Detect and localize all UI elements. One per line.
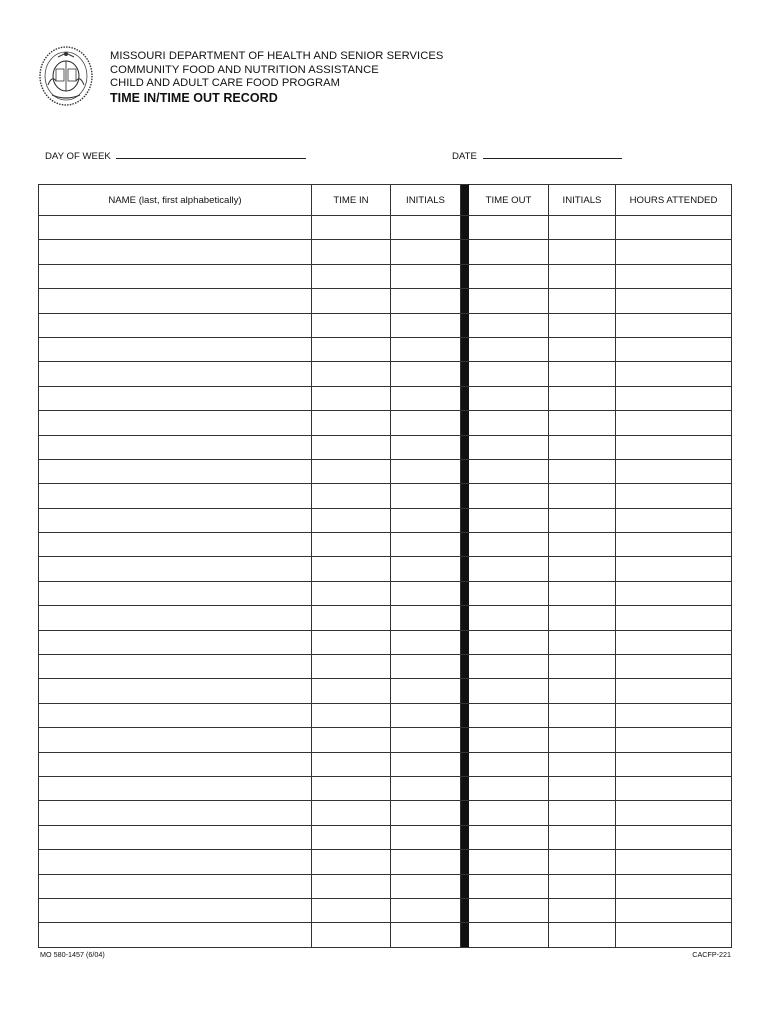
name-cell[interactable] bbox=[39, 484, 312, 508]
hours-attended-cell[interactable] bbox=[616, 898, 732, 922]
form-number: MO 580-1457 (6/04) bbox=[40, 950, 105, 959]
name-cell[interactable] bbox=[39, 703, 312, 727]
time-out-cell[interactable] bbox=[469, 801, 549, 825]
time-out-cell[interactable] bbox=[469, 411, 549, 435]
name-cell[interactable] bbox=[39, 801, 312, 825]
time-in-cell[interactable] bbox=[312, 459, 391, 483]
table-row bbox=[39, 825, 732, 849]
initials-in-cell[interactable] bbox=[391, 679, 461, 703]
name-cell[interactable] bbox=[39, 630, 312, 654]
time-out-cell[interactable] bbox=[469, 362, 549, 386]
name-cell[interactable] bbox=[39, 874, 312, 898]
initials-in-cell[interactable] bbox=[391, 386, 461, 410]
name-cell[interactable] bbox=[39, 776, 312, 800]
initials-in-cell[interactable] bbox=[391, 728, 461, 752]
column-header-initials-out: INITIALS bbox=[549, 185, 616, 216]
initials-out-cell[interactable] bbox=[549, 289, 616, 313]
initials-in-cell[interactable] bbox=[391, 606, 461, 630]
time-out-cell[interactable] bbox=[469, 923, 549, 947]
name-cell[interactable] bbox=[39, 850, 312, 874]
hours-attended-cell[interactable] bbox=[616, 216, 732, 240]
date-blank[interactable] bbox=[483, 149, 622, 159]
initials-out-cell[interactable] bbox=[549, 337, 616, 361]
initials-out-cell[interactable] bbox=[549, 411, 616, 435]
divider-cell bbox=[461, 679, 469, 703]
time-in-cell[interactable] bbox=[312, 801, 391, 825]
divider-cell bbox=[461, 264, 469, 288]
column-header-hours-attended: HOURS ATTENDED bbox=[616, 185, 732, 216]
time-in-cell[interactable] bbox=[312, 655, 391, 679]
time-out-cell[interactable] bbox=[469, 898, 549, 922]
name-cell[interactable] bbox=[39, 508, 312, 532]
initials-out-cell[interactable] bbox=[549, 898, 616, 922]
table-row bbox=[39, 752, 732, 776]
table-row bbox=[39, 411, 732, 435]
name-cell[interactable] bbox=[39, 679, 312, 703]
column-header-initials-in: INITIALS bbox=[391, 185, 461, 216]
hours-attended-cell[interactable] bbox=[616, 776, 732, 800]
hours-attended-cell[interactable] bbox=[616, 825, 732, 849]
divider-cell bbox=[461, 411, 469, 435]
day-of-week-field bbox=[45, 149, 306, 162]
table-row bbox=[39, 898, 732, 922]
initials-out-cell[interactable] bbox=[549, 484, 616, 508]
divider-cell bbox=[461, 825, 469, 849]
hours-attended-cell[interactable] bbox=[616, 362, 732, 386]
column-header-time-in: TIME IN bbox=[312, 185, 391, 216]
divider-cell bbox=[461, 362, 469, 386]
table-row bbox=[39, 533, 732, 557]
hours-attended-cell[interactable] bbox=[616, 411, 732, 435]
time-out-cell[interactable] bbox=[469, 459, 549, 483]
table-row bbox=[39, 801, 732, 825]
column-header-name: NAME (last, first alphabetically) bbox=[39, 185, 312, 216]
time-out-cell[interactable] bbox=[469, 874, 549, 898]
time-in-cell[interactable] bbox=[312, 435, 391, 459]
time-out-cell[interactable] bbox=[469, 533, 549, 557]
initials-out-cell[interactable] bbox=[549, 850, 616, 874]
table-row bbox=[39, 606, 732, 630]
initials-in-cell[interactable] bbox=[391, 923, 461, 947]
initials-in-cell[interactable] bbox=[391, 898, 461, 922]
table-row bbox=[39, 459, 732, 483]
date-label: DATE bbox=[452, 151, 477, 162]
time-in-cell[interactable] bbox=[312, 533, 391, 557]
hours-attended-cell[interactable] bbox=[616, 606, 732, 630]
divider-cell bbox=[461, 630, 469, 654]
divider-cell bbox=[461, 776, 469, 800]
time-in-cell[interactable] bbox=[312, 484, 391, 508]
time-in-cell[interactable] bbox=[312, 630, 391, 654]
initials-out-cell[interactable] bbox=[549, 630, 616, 654]
hours-attended-cell[interactable] bbox=[616, 874, 732, 898]
table-row bbox=[39, 386, 732, 410]
time-in-cell[interactable] bbox=[312, 362, 391, 386]
initials-out-cell[interactable] bbox=[549, 679, 616, 703]
agency-name: MISSOURI DEPARTMENT OF HEALTH AND SENIOR SERVICES bbox=[110, 50, 444, 62]
divider-cell bbox=[461, 655, 469, 679]
time-in-cell[interactable] bbox=[312, 874, 391, 898]
day-of-week-label: DAY OF WEEK bbox=[45, 151, 111, 162]
divider-cell bbox=[461, 703, 469, 727]
time-out-cell[interactable] bbox=[469, 630, 549, 654]
divider-cell bbox=[461, 313, 469, 337]
divider-cell bbox=[461, 606, 469, 630]
name-cell[interactable] bbox=[39, 898, 312, 922]
initials-in-cell[interactable] bbox=[391, 581, 461, 605]
initials-in-cell[interactable] bbox=[391, 630, 461, 654]
time-in-cell[interactable] bbox=[312, 825, 391, 849]
hours-attended-cell[interactable] bbox=[616, 240, 732, 264]
table-header-row bbox=[39, 185, 732, 216]
name-cell[interactable] bbox=[39, 606, 312, 630]
hours-attended-cell[interactable] bbox=[616, 459, 732, 483]
time-in-cell[interactable] bbox=[312, 289, 391, 313]
table-row bbox=[39, 703, 732, 727]
hours-attended-cell[interactable] bbox=[616, 435, 732, 459]
time-in-cell[interactable] bbox=[312, 216, 391, 240]
initials-out-cell[interactable] bbox=[549, 752, 616, 776]
table-row bbox=[39, 337, 732, 361]
column-divider-bar bbox=[461, 185, 469, 216]
initials-out-cell[interactable] bbox=[549, 459, 616, 483]
hours-attended-cell[interactable] bbox=[616, 923, 732, 947]
table-row bbox=[39, 508, 732, 532]
divider-cell bbox=[461, 533, 469, 557]
time-out-cell[interactable] bbox=[469, 313, 549, 337]
hours-attended-cell[interactable] bbox=[616, 581, 732, 605]
time-in-cell[interactable] bbox=[312, 752, 391, 776]
name-cell[interactable] bbox=[39, 655, 312, 679]
divider-cell bbox=[461, 874, 469, 898]
table-row bbox=[39, 728, 732, 752]
table-row bbox=[39, 850, 732, 874]
hours-attended-cell[interactable] bbox=[616, 728, 732, 752]
time-in-cell[interactable] bbox=[312, 337, 391, 361]
table-row bbox=[39, 289, 732, 313]
division-name: COMMUNITY FOOD AND NUTRITION ASSISTANCE bbox=[110, 63, 379, 76]
name-cell[interactable] bbox=[39, 533, 312, 557]
form-header bbox=[110, 50, 443, 105]
initials-out-cell[interactable] bbox=[549, 240, 616, 264]
divider-cell bbox=[461, 459, 469, 483]
initials-in-cell[interactable] bbox=[391, 557, 461, 581]
name-cell[interactable] bbox=[39, 313, 312, 337]
initials-out-cell[interactable] bbox=[549, 386, 616, 410]
initials-in-cell[interactable] bbox=[391, 435, 461, 459]
table-row bbox=[39, 362, 732, 386]
hours-attended-cell[interactable] bbox=[616, 508, 732, 532]
name-cell[interactable] bbox=[39, 362, 312, 386]
table-row bbox=[39, 630, 732, 654]
time-out-cell[interactable] bbox=[469, 655, 549, 679]
initials-out-cell[interactable] bbox=[549, 801, 616, 825]
initials-out-cell[interactable] bbox=[549, 362, 616, 386]
initials-in-cell[interactable] bbox=[391, 850, 461, 874]
page-title: TIME IN/TIME OUT RECORD bbox=[110, 90, 278, 105]
time-out-cell[interactable] bbox=[469, 435, 549, 459]
name-cell[interactable] bbox=[39, 386, 312, 410]
hours-attended-cell[interactable] bbox=[616, 557, 732, 581]
hours-attended-cell[interactable] bbox=[616, 801, 732, 825]
divider-cell bbox=[461, 216, 469, 240]
table-row bbox=[39, 264, 732, 288]
time-out-cell[interactable] bbox=[469, 703, 549, 727]
divider-cell bbox=[461, 801, 469, 825]
time-out-cell[interactable] bbox=[469, 508, 549, 532]
time-out-cell[interactable] bbox=[469, 264, 549, 288]
hours-attended-cell[interactable] bbox=[616, 386, 732, 410]
divider-cell bbox=[461, 289, 469, 313]
divider-cell bbox=[461, 728, 469, 752]
time-out-cell[interactable] bbox=[469, 557, 549, 581]
time-out-cell[interactable] bbox=[469, 752, 549, 776]
initials-in-cell[interactable] bbox=[391, 459, 461, 483]
initials-in-cell[interactable] bbox=[391, 337, 461, 361]
name-cell[interactable] bbox=[39, 264, 312, 288]
divider-cell bbox=[461, 508, 469, 532]
name-cell[interactable] bbox=[39, 337, 312, 361]
date-field bbox=[452, 149, 622, 162]
initials-out-cell[interactable] bbox=[549, 825, 616, 849]
initials-in-cell[interactable] bbox=[391, 289, 461, 313]
divider-cell bbox=[461, 240, 469, 264]
initials-out-cell[interactable] bbox=[549, 923, 616, 947]
initials-in-cell[interactable] bbox=[391, 752, 461, 776]
initials-in-cell[interactable] bbox=[391, 776, 461, 800]
time-in-cell[interactable] bbox=[312, 923, 391, 947]
name-cell[interactable] bbox=[39, 557, 312, 581]
initials-out-cell[interactable] bbox=[549, 313, 616, 337]
hours-attended-cell[interactable] bbox=[616, 484, 732, 508]
name-cell[interactable] bbox=[39, 411, 312, 435]
hours-attended-cell[interactable] bbox=[616, 264, 732, 288]
name-cell[interactable] bbox=[39, 435, 312, 459]
table-row bbox=[39, 679, 732, 703]
time-in-cell[interactable] bbox=[312, 557, 391, 581]
time-in-cell[interactable] bbox=[312, 679, 391, 703]
time-in-cell[interactable] bbox=[312, 264, 391, 288]
table-row bbox=[39, 435, 732, 459]
form-code: CACFP-221 bbox=[692, 950, 731, 959]
table-row bbox=[39, 581, 732, 605]
time-out-cell[interactable] bbox=[469, 581, 549, 605]
table-row bbox=[39, 923, 732, 947]
time-out-cell[interactable] bbox=[469, 337, 549, 361]
name-cell[interactable] bbox=[39, 216, 312, 240]
initials-in-cell[interactable] bbox=[391, 508, 461, 532]
initials-out-cell[interactable] bbox=[549, 874, 616, 898]
initials-in-cell[interactable] bbox=[391, 411, 461, 435]
initials-in-cell[interactable] bbox=[391, 362, 461, 386]
time-out-cell[interactable] bbox=[469, 825, 549, 849]
table-row bbox=[39, 655, 732, 679]
hours-attended-cell[interactable] bbox=[616, 337, 732, 361]
time-out-cell[interactable] bbox=[469, 289, 549, 313]
table-row bbox=[39, 557, 732, 581]
name-cell[interactable] bbox=[39, 728, 312, 752]
time-in-cell[interactable] bbox=[312, 313, 391, 337]
initials-in-cell[interactable] bbox=[391, 313, 461, 337]
initials-in-cell[interactable] bbox=[391, 703, 461, 727]
hours-attended-cell[interactable] bbox=[616, 703, 732, 727]
hours-attended-cell[interactable] bbox=[616, 533, 732, 557]
table-row bbox=[39, 313, 732, 337]
hours-attended-cell[interactable] bbox=[616, 630, 732, 654]
time-in-cell[interactable] bbox=[312, 728, 391, 752]
time-in-cell[interactable] bbox=[312, 898, 391, 922]
initials-out-cell[interactable] bbox=[549, 533, 616, 557]
name-cell[interactable] bbox=[39, 923, 312, 947]
divider-cell bbox=[461, 337, 469, 361]
time-in-cell[interactable] bbox=[312, 411, 391, 435]
initials-out-cell[interactable] bbox=[549, 216, 616, 240]
initials-in-cell[interactable] bbox=[391, 655, 461, 679]
time-in-cell[interactable] bbox=[312, 508, 391, 532]
table-row bbox=[39, 484, 732, 508]
initials-out-cell[interactable] bbox=[549, 435, 616, 459]
divider-cell bbox=[461, 435, 469, 459]
divider-cell bbox=[461, 850, 469, 874]
time-out-cell[interactable] bbox=[469, 606, 549, 630]
table-row bbox=[39, 776, 732, 800]
name-cell[interactable] bbox=[39, 752, 312, 776]
initials-in-cell[interactable] bbox=[391, 874, 461, 898]
divider-cell bbox=[461, 557, 469, 581]
divider-cell bbox=[461, 386, 469, 410]
initials-in-cell[interactable] bbox=[391, 825, 461, 849]
initials-out-cell[interactable] bbox=[549, 655, 616, 679]
hours-attended-cell[interactable] bbox=[616, 679, 732, 703]
time-record-table bbox=[38, 184, 732, 948]
time-out-cell[interactable] bbox=[469, 776, 549, 800]
initials-in-cell[interactable] bbox=[391, 240, 461, 264]
hours-attended-cell[interactable] bbox=[616, 313, 732, 337]
time-in-cell[interactable] bbox=[312, 703, 391, 727]
time-in-cell[interactable] bbox=[312, 850, 391, 874]
time-out-cell[interactable] bbox=[469, 216, 549, 240]
divider-cell bbox=[461, 898, 469, 922]
initials-out-cell[interactable] bbox=[549, 557, 616, 581]
divider-cell bbox=[461, 752, 469, 776]
divider-cell bbox=[461, 923, 469, 947]
column-header-time-out: TIME OUT bbox=[469, 185, 549, 216]
initials-in-cell[interactable] bbox=[391, 533, 461, 557]
initials-out-cell[interactable] bbox=[549, 703, 616, 727]
program-name: CHILD AND ADULT CARE FOOD PROGRAM bbox=[110, 77, 340, 89]
time-out-cell[interactable] bbox=[469, 679, 549, 703]
time-in-cell[interactable] bbox=[312, 386, 391, 410]
initials-out-cell[interactable] bbox=[549, 776, 616, 800]
table-row bbox=[39, 216, 732, 240]
time-in-cell[interactable] bbox=[312, 606, 391, 630]
initials-in-cell[interactable] bbox=[391, 484, 461, 508]
initials-out-cell[interactable] bbox=[549, 264, 616, 288]
name-cell[interactable] bbox=[39, 581, 312, 605]
day-of-week-blank[interactable] bbox=[116, 149, 306, 159]
initials-out-cell[interactable] bbox=[549, 508, 616, 532]
time-in-cell[interactable] bbox=[312, 581, 391, 605]
time-out-cell[interactable] bbox=[469, 850, 549, 874]
hours-attended-cell[interactable] bbox=[616, 850, 732, 874]
name-cell[interactable] bbox=[39, 825, 312, 849]
time-in-cell[interactable] bbox=[312, 240, 391, 264]
hours-attended-cell[interactable] bbox=[616, 655, 732, 679]
initials-in-cell[interactable] bbox=[391, 801, 461, 825]
initials-out-cell[interactable] bbox=[549, 581, 616, 605]
time-out-cell[interactable] bbox=[469, 728, 549, 752]
initials-out-cell[interactable] bbox=[549, 728, 616, 752]
time-out-cell[interactable] bbox=[469, 240, 549, 264]
divider-cell bbox=[461, 484, 469, 508]
name-cell[interactable] bbox=[39, 289, 312, 313]
table-row bbox=[39, 874, 732, 898]
initials-in-cell[interactable] bbox=[391, 264, 461, 288]
hours-attended-cell[interactable] bbox=[616, 289, 732, 313]
name-cell[interactable] bbox=[39, 459, 312, 483]
time-in-cell[interactable] bbox=[312, 776, 391, 800]
divider-cell bbox=[461, 581, 469, 605]
table-body bbox=[39, 216, 732, 948]
name-cell[interactable] bbox=[39, 240, 312, 264]
hours-attended-cell[interactable] bbox=[616, 752, 732, 776]
initials-in-cell[interactable] bbox=[391, 216, 461, 240]
initials-out-cell[interactable] bbox=[549, 606, 616, 630]
time-out-cell[interactable] bbox=[469, 484, 549, 508]
missouri-state-seal-icon bbox=[38, 45, 94, 107]
table-row bbox=[39, 240, 732, 264]
time-out-cell[interactable] bbox=[469, 386, 549, 410]
